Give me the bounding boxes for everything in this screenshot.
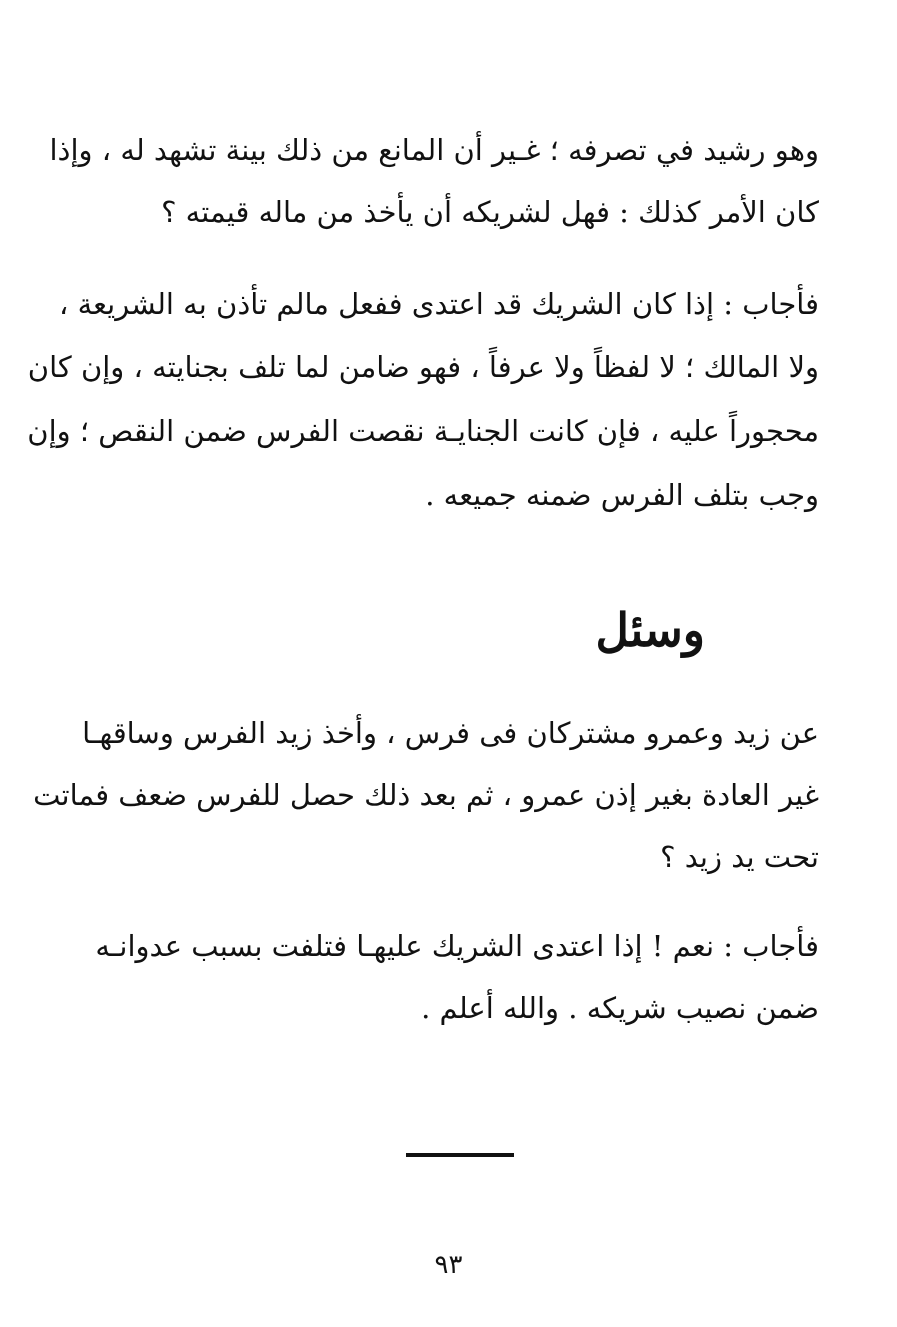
text-line: ضمن نصيب شريكه . والله أعلم . (421, 991, 819, 1025)
text-line: غير العادة بغير إذن عمرو ، ثم بعد ذلك حصل للفرس ضعف فماتت (33, 778, 819, 812)
text-line: وجب بتلف الفرس ضمنه جميعه . (425, 478, 819, 512)
text-line: محجوراً عليه ، فإن كانت الجنايـة نقصت الفرس ضمن النقص ؛ وإن (27, 414, 819, 448)
divider-rule (406, 1153, 514, 1157)
text-line: عن زيد وعمرو مشتركان فى فرس ، وأخذ زيد الفرس وساقهـا (82, 716, 819, 750)
text-line: فأجاب : نعم ! إذا اعتدى الشريك عليهـا فتلفت بسبب عدوانـه (95, 929, 819, 963)
page-number: ٩٣ (434, 1250, 463, 1280)
text-line: وهو رشيد في تصرفه ؛ غـير أن المانع من ذلك بينة تشهد له ، وإذا (49, 133, 819, 167)
text-line: فأجاب : إذا كان الشريك قد اعتدى ففعل مالم تأذن به الشريعة ، (59, 287, 819, 321)
text-line: كان الأمر كذلك : فهل لشريكه أن يأخذ من ماله قيمته ؟ (161, 195, 819, 229)
section-heading: وسئل (595, 603, 705, 657)
text-line: تحت يد زيد ؟ (660, 840, 819, 874)
text-line: ولا المالك ؛ لا لفظاً ولا عرفاً ، فهو ضامن لما تلف بجنايته ، وإن كان (27, 350, 819, 384)
